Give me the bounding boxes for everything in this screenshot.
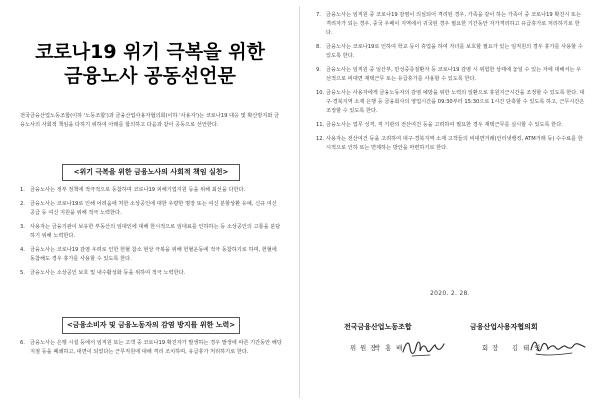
right-page [300, 0, 600, 404]
item-number: 6. [20, 340, 25, 346]
list-item [20, 269, 282, 278]
signatory-name-union: 박 홍 배 [374, 345, 404, 352]
list-item [316, 43, 586, 61]
list-item [20, 339, 282, 357]
signatory-role-employers: 회 장 [482, 345, 500, 352]
list-item [20, 223, 282, 241]
item-text: 금융노사는 코로나19 감염 우려로 인한 헌혈 참소 현상 극복을 위해 헌혈운동에 적극 동참하기로 하며, 헌혈에 동참해도 경우 휴가를 사용할 수 있도록 한다. [30, 247, 277, 262]
item-number: 9. [316, 67, 321, 73]
section2-heading: <금융소비자 및 금융노동자의 감염 방지를 위한 노력> [62, 317, 240, 334]
section1-list [20, 186, 282, 283]
item-text: 금융노사는 은행 시설 등에서 임직원 또는 고객 중 코로나19 확진자가 발생하는 경우 발생에 따른 기간동안 해당 지점 등을 폐쇄하고, 대면이 되었다는 근무직원에 대해 격리 조치하며, 유급휴가 처리하기로 한다. [30, 340, 282, 355]
item-text: 금융노사는 사용자에게 금융노동자의 감염 예방을 위한 노력의 일환으로 휴원지근시간을 조정할 수 있도록 한다. 대구·경북지역 소재 은행 등 금융회사의 영업시간을 09:30부터 15:30으로 1시간 단축할 수 있도록 하고, 근무시간은 조정할 수 있도록 한다. [326, 90, 585, 114]
document-title-line2: 금융노사 공동선언문 [64, 65, 236, 87]
document-title-line1: 코로나19 위기 극복을 위한 [35, 41, 265, 63]
declaration-date: 2020. 2. 28. [430, 290, 470, 297]
item-text: 사용자는 금융기관이 보유한 부동산의 임대인에 대해 한시적으로 임대료를 인하하는 등 소상공인의 고통을 분담하기 위해 노력한다. [30, 224, 281, 239]
section2-list [20, 339, 282, 362]
list-item [316, 121, 586, 130]
item-number: 7. [316, 12, 321, 18]
item-number: 1. [20, 187, 25, 193]
item-text: 금융노사는 임직원 중 임산부, 만성중증질환자 등 코로나19 감염 시 위험한 상태에 놓일 수 있는 자에 대해서는 우선적으로 비대면 재택근무 또는 유급휴가를 사용할 수 있도록 한다. [326, 67, 582, 82]
item-number: 10. [316, 90, 325, 96]
list-item [20, 246, 282, 264]
item-number: 11. [316, 122, 325, 128]
item-number: 3. [20, 224, 25, 230]
signatory-org-union: 전국금융산업노동조합 [344, 323, 412, 331]
list-item [316, 135, 586, 153]
item-text: 금융노사는 임직원 중 코로나19 감염이 의심되어 격리된 경우, 가족을 같이 하는 가족이 중 코로나19 확진시 또는 격리자가 되는 경우, 중국 우베이 지역에서 귀국된 경우 필요한 기간동안 자가격리하고 유급휴가로 처리하기로 한다. [326, 12, 582, 36]
section1-heading: <위기 극복을 위한 금융노사의 사회적 책임 실천> [62, 164, 240, 181]
item-number: 2. [20, 201, 25, 207]
section3-list [316, 11, 586, 158]
item-text: 금융노사는 정부 정책에 적극적으로 동참하며 코로나19 피해기업지원 등을 위해 최선을 다한다. [30, 187, 246, 193]
list-item [316, 11, 586, 38]
signatory-role-union: 위 원 장 [350, 345, 378, 352]
handwritten-signature-union [400, 336, 446, 360]
item-text: 금융노사는 코로나19로 인해 어려움에 처한 소상공인에 대한 우량한 명장 또는 여신 분할상환 유예, 신규 여신 공급 등 여신 지원을 위해 적극 노력한다. [30, 201, 277, 216]
item-number: 4. [20, 247, 25, 253]
list-item [20, 200, 282, 218]
handwritten-signature-employers [528, 336, 588, 360]
intro-paragraph: 전국금융산업노동조합(이하 '노동조합')과 금융산업사용자협의회(이하 '사용자')는 코로나19 대응 및 확산방지와 금융노사의 사회적 책임을 다하기 위하여 아래를 합의하고 다음과 같이 공동으로 선언한다. [20, 113, 280, 128]
item-number: 8. [316, 44, 321, 50]
list-item [316, 89, 586, 116]
signatory-name-employers: 김 태 영 [512, 345, 542, 352]
item-text: 금융노사는 소상공인 보호 및 내수활성화 등을 위하여 적극 노력한다. [30, 270, 186, 276]
list-item [316, 66, 586, 84]
item-text: 사용자는 전산여건 등을 고려하여 대구·경북지역 소재 고객들의 비대면거래(인터넷뱅킹, ATM거래 등) 수수료를 한시적으로 인하 또는 면제하는 방안을 마련하기로 한다. [326, 136, 583, 151]
item-text: 금융노사는 코로나19로 인하여 학교 등이 휴업을 하여 자녀를 보호할 필요가 있는 임직원의 경우 휴가를 사용할 수 있도록 한다. [326, 44, 583, 59]
item-number: 5. [20, 270, 25, 276]
signatory-org-employers: 금융산업사용자협의회 [470, 323, 538, 331]
list-item [20, 186, 282, 195]
item-number: 12. [316, 136, 325, 142]
item-text: 금융노사는 업무 성격, 직 기관의 전산여건 등을 고려하여 필요한 경우 재택근무를 실시할 수 있도록 한다. [326, 122, 563, 128]
